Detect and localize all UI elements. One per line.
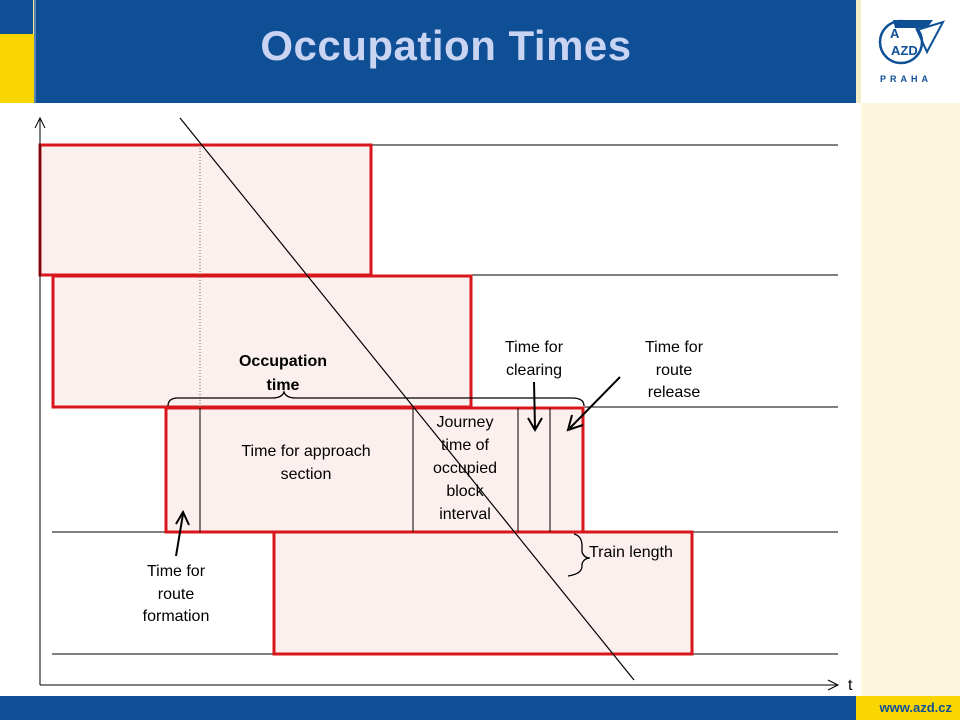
block-rect-2 xyxy=(53,276,471,407)
block-rect-3 xyxy=(166,408,583,532)
arrow-clearing xyxy=(528,382,542,430)
label-release-3: release xyxy=(647,384,701,401)
label-journey-5: interval xyxy=(439,506,491,523)
label-release-1: Time for xyxy=(644,339,704,356)
label-clearing-1: Time for xyxy=(504,339,564,356)
label-approach-2: section xyxy=(280,466,332,483)
label-journey-4: block xyxy=(446,483,484,500)
footer-url-link[interactable]: www.azd.cz xyxy=(879,700,952,715)
label-train-length: Train length xyxy=(589,544,673,561)
label-release-2: route xyxy=(655,362,693,379)
label-occupation-time-1: Occupation xyxy=(238,353,328,370)
label-approach-1: Time for approach xyxy=(241,443,371,460)
label-clearing-2: clearing xyxy=(505,362,563,379)
footer-brand xyxy=(856,696,960,720)
company-logo xyxy=(856,0,960,103)
arrow-route-release xyxy=(568,377,620,430)
block-rect-1 xyxy=(40,145,371,275)
page-title: Occupation Times xyxy=(260,22,632,69)
label-journey-3: occupied xyxy=(432,460,498,477)
azd-logo-icon xyxy=(861,0,960,103)
footer-bar xyxy=(0,696,856,720)
label-formation-3: formation xyxy=(142,608,210,625)
label-journey-2: time of xyxy=(440,437,490,454)
label-formation-1: Time for xyxy=(146,563,206,580)
logo-letter-a: A xyxy=(890,26,900,41)
label-journey-1: Journey xyxy=(436,414,494,431)
label-formation-2: route xyxy=(157,586,195,603)
axis-label-t: t xyxy=(848,677,853,694)
label-occupation-time-2: time xyxy=(266,377,300,394)
logo-letters-zd: AZD xyxy=(891,43,918,58)
side-panel xyxy=(856,103,960,696)
logo-praha: PRAHA xyxy=(880,74,933,84)
